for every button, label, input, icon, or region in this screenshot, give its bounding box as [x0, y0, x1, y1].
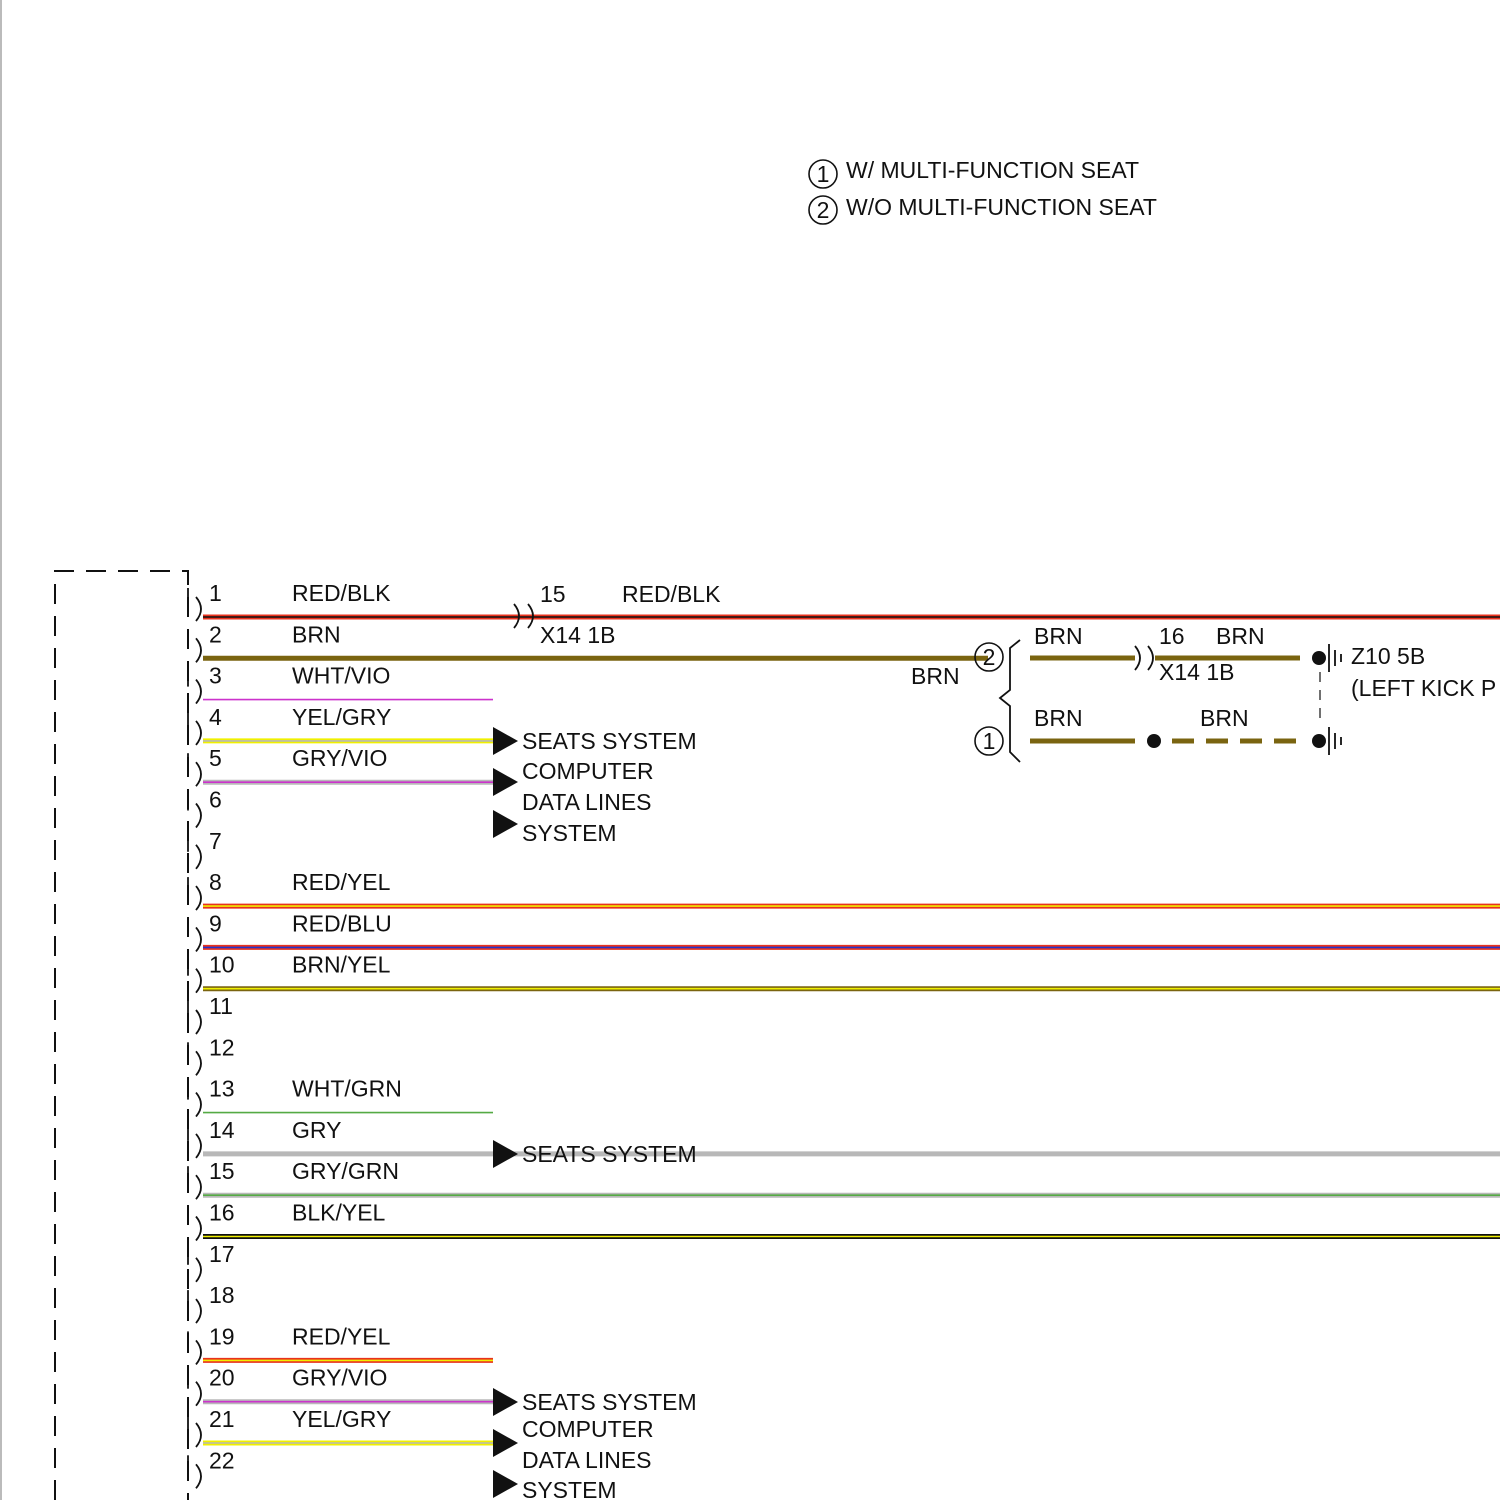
pin-number: 13 — [209, 1075, 235, 1102]
pin-20 — [188, 1365, 493, 1406]
connector-cavity — [196, 845, 201, 869]
connector-cavity — [196, 1423, 201, 1447]
ground-point-bottom — [1312, 734, 1326, 748]
connector-cavity — [196, 1382, 201, 1406]
connector-cavity — [196, 1051, 201, 1075]
legend-marker-2-text: 2 — [816, 197, 830, 223]
pin-3 — [188, 663, 493, 704]
pin-1 — [188, 580, 1500, 621]
pin-number: 16 — [209, 1199, 235, 1226]
wire-color-label: GRY/VIO — [292, 1364, 388, 1391]
connector-cavity — [196, 1134, 201, 1158]
pin-14 — [188, 1117, 1500, 1158]
connector-cavity — [196, 1217, 201, 1241]
dest-b-line-4: SYSTEM — [522, 1477, 617, 1500]
connector-cavity — [196, 1175, 201, 1199]
pin-number: 18 — [209, 1282, 235, 1309]
dest-a-line-2: COMPUTER — [522, 758, 654, 784]
pin-number: 7 — [209, 827, 222, 854]
ground-location-label: (LEFT KICK P — [1351, 675, 1497, 701]
pin-number: 5 — [209, 745, 222, 772]
connector-cavity — [196, 969, 201, 993]
pin-number: 19 — [209, 1323, 235, 1350]
brn-bottom-branch-label: BRN — [1034, 705, 1083, 731]
connector-cavity — [196, 680, 201, 704]
pin-9 — [188, 910, 1500, 951]
pin-6 — [188, 787, 222, 828]
x14-connector-name-a: X14 1B — [540, 622, 616, 648]
pin-15 — [188, 1158, 1500, 1199]
dest-b-line-1: SEATS SYSTEM — [522, 1389, 697, 1415]
arrow-pin-21 — [493, 1470, 518, 1498]
dest-b-line-3: DATA LINES — [522, 1447, 652, 1473]
ground-point-top — [1312, 651, 1326, 665]
pin-number: 9 — [209, 910, 222, 937]
branch-marker-2-text: 2 — [982, 644, 996, 670]
wire-color-label: WHT/VIO — [292, 662, 391, 689]
legend-item-1-text: W/ MULTI-FUNCTION SEAT — [846, 157, 1140, 183]
splice-dot — [1147, 734, 1161, 748]
branch-marker-1-text: 1 — [982, 728, 996, 754]
pin-13 — [188, 1076, 493, 1117]
connector-cavity — [196, 1010, 201, 1034]
pin-19 — [188, 1323, 493, 1364]
wire-color-label: BRN — [292, 621, 341, 648]
arrow-pin-4 — [493, 768, 518, 796]
wire-color-label: GRY — [292, 1116, 342, 1143]
pin-number: 11 — [209, 993, 233, 1019]
wire-color-label: WHT/GRN — [292, 1075, 402, 1102]
pin-5 — [188, 745, 493, 786]
wire-color-label: RED/YEL — [292, 1323, 391, 1350]
pin-number: 20 — [209, 1364, 235, 1391]
connector-cavity — [196, 927, 201, 951]
pin-number: 3 — [209, 662, 222, 689]
pin-16 — [188, 1200, 1500, 1241]
pin-number: 4 — [209, 703, 222, 730]
arrow-pin-5 — [493, 810, 518, 838]
pin-17 — [188, 1241, 235, 1282]
connector-cavity — [196, 886, 201, 910]
pin-number: 22 — [209, 1447, 235, 1474]
ground-id-label: Z10 5B — [1351, 643, 1426, 669]
wire-color-label: BLK/YEL — [292, 1199, 386, 1226]
dest-seats-system-label: SEATS SYSTEM — [522, 1141, 697, 1167]
connector-cavity — [196, 1464, 201, 1488]
pin-number: 14 — [209, 1116, 235, 1143]
pin-number: 10 — [209, 951, 235, 978]
pin-8 — [188, 869, 1500, 910]
wire-color-label: GRY/VIO — [292, 745, 388, 772]
pin-18 — [188, 1282, 235, 1323]
connector-cavity — [196, 1093, 201, 1117]
pin-number: 12 — [209, 1034, 235, 1061]
pin-7 — [188, 828, 222, 869]
arrow-pin-13 — [493, 1140, 518, 1168]
wire-color-label: BRN/YEL — [292, 951, 391, 978]
pin-21 — [188, 1406, 493, 1447]
arrow-pin-20 — [493, 1429, 518, 1457]
x14-pin-15-number: 15 — [540, 581, 566, 607]
connector-cavity — [196, 721, 201, 745]
connector-pins — [188, 580, 1500, 1488]
connector-cavity — [196, 762, 201, 786]
seat-module-component-box — [55, 571, 188, 1500]
x14-pin-16-wire-label: BRN — [1216, 623, 1265, 649]
connector-cavity — [196, 638, 201, 662]
wire-color-label: RED/YEL — [292, 869, 391, 896]
dest-a-line-1: SEATS SYSTEM — [522, 728, 697, 754]
dest-b-line-2: COMPUTER — [522, 1416, 654, 1442]
wire-color-label: RED/BLK — [292, 580, 391, 606]
inline-connector-symbol — [1135, 646, 1140, 670]
pin-12 — [188, 1034, 235, 1075]
brn-top-branch-label: BRN — [1034, 623, 1083, 649]
wire-color-label: RED/BLU — [292, 910, 392, 937]
wire-color-label: YEL/GRY — [292, 703, 392, 730]
pin-10 — [188, 952, 1500, 993]
ground-branch — [911, 623, 1496, 762]
arrow-pin-19 — [493, 1388, 518, 1416]
pin-11 — [188, 993, 233, 1034]
legend-item-2-text: W/O MULTI-FUNCTION SEAT — [846, 194, 1157, 220]
pin-number: 15 — [209, 1158, 235, 1185]
pin-number: 6 — [209, 786, 222, 813]
connector-cavity — [196, 1340, 201, 1364]
pin-number: 2 — [209, 621, 222, 648]
inline-connector-symbol — [1148, 646, 1153, 670]
destination-computer-data-lines-a — [493, 727, 697, 846]
wire-color-label: YEL/GRY — [292, 1406, 392, 1432]
legend — [809, 157, 1157, 224]
x14-connector-name-b: X14 1B — [1159, 659, 1235, 685]
pin-number: 1 — [209, 580, 222, 606]
destination-seats-system — [493, 1140, 697, 1168]
connector-cavity — [196, 1258, 201, 1282]
connector-cavity — [196, 1299, 201, 1323]
pin-22 — [188, 1447, 235, 1488]
x14-pin-16-number: 16 — [1159, 623, 1185, 649]
wire-color-label: GRY/GRN — [292, 1158, 399, 1185]
pin-number: 8 — [209, 869, 222, 896]
brn-bottom-branch-label-2: BRN — [1200, 705, 1249, 731]
legend-marker-1-text: 1 — [816, 161, 830, 187]
dest-a-line-3: DATA LINES — [522, 789, 652, 815]
pin-4 — [188, 704, 493, 745]
connector-cavity — [196, 804, 201, 828]
connector-cavity — [196, 597, 201, 621]
pin-number: 17 — [209, 1240, 235, 1267]
dest-a-line-4: SYSTEM — [522, 820, 617, 846]
destination-computer-data-lines-b — [493, 1388, 697, 1500]
brn-wire-label-right: BRN — [911, 663, 960, 689]
x14-pin-15-wire-label: RED/BLK — [622, 581, 721, 607]
arrow-pin-3 — [493, 727, 518, 755]
pin-number: 21 — [209, 1406, 235, 1432]
